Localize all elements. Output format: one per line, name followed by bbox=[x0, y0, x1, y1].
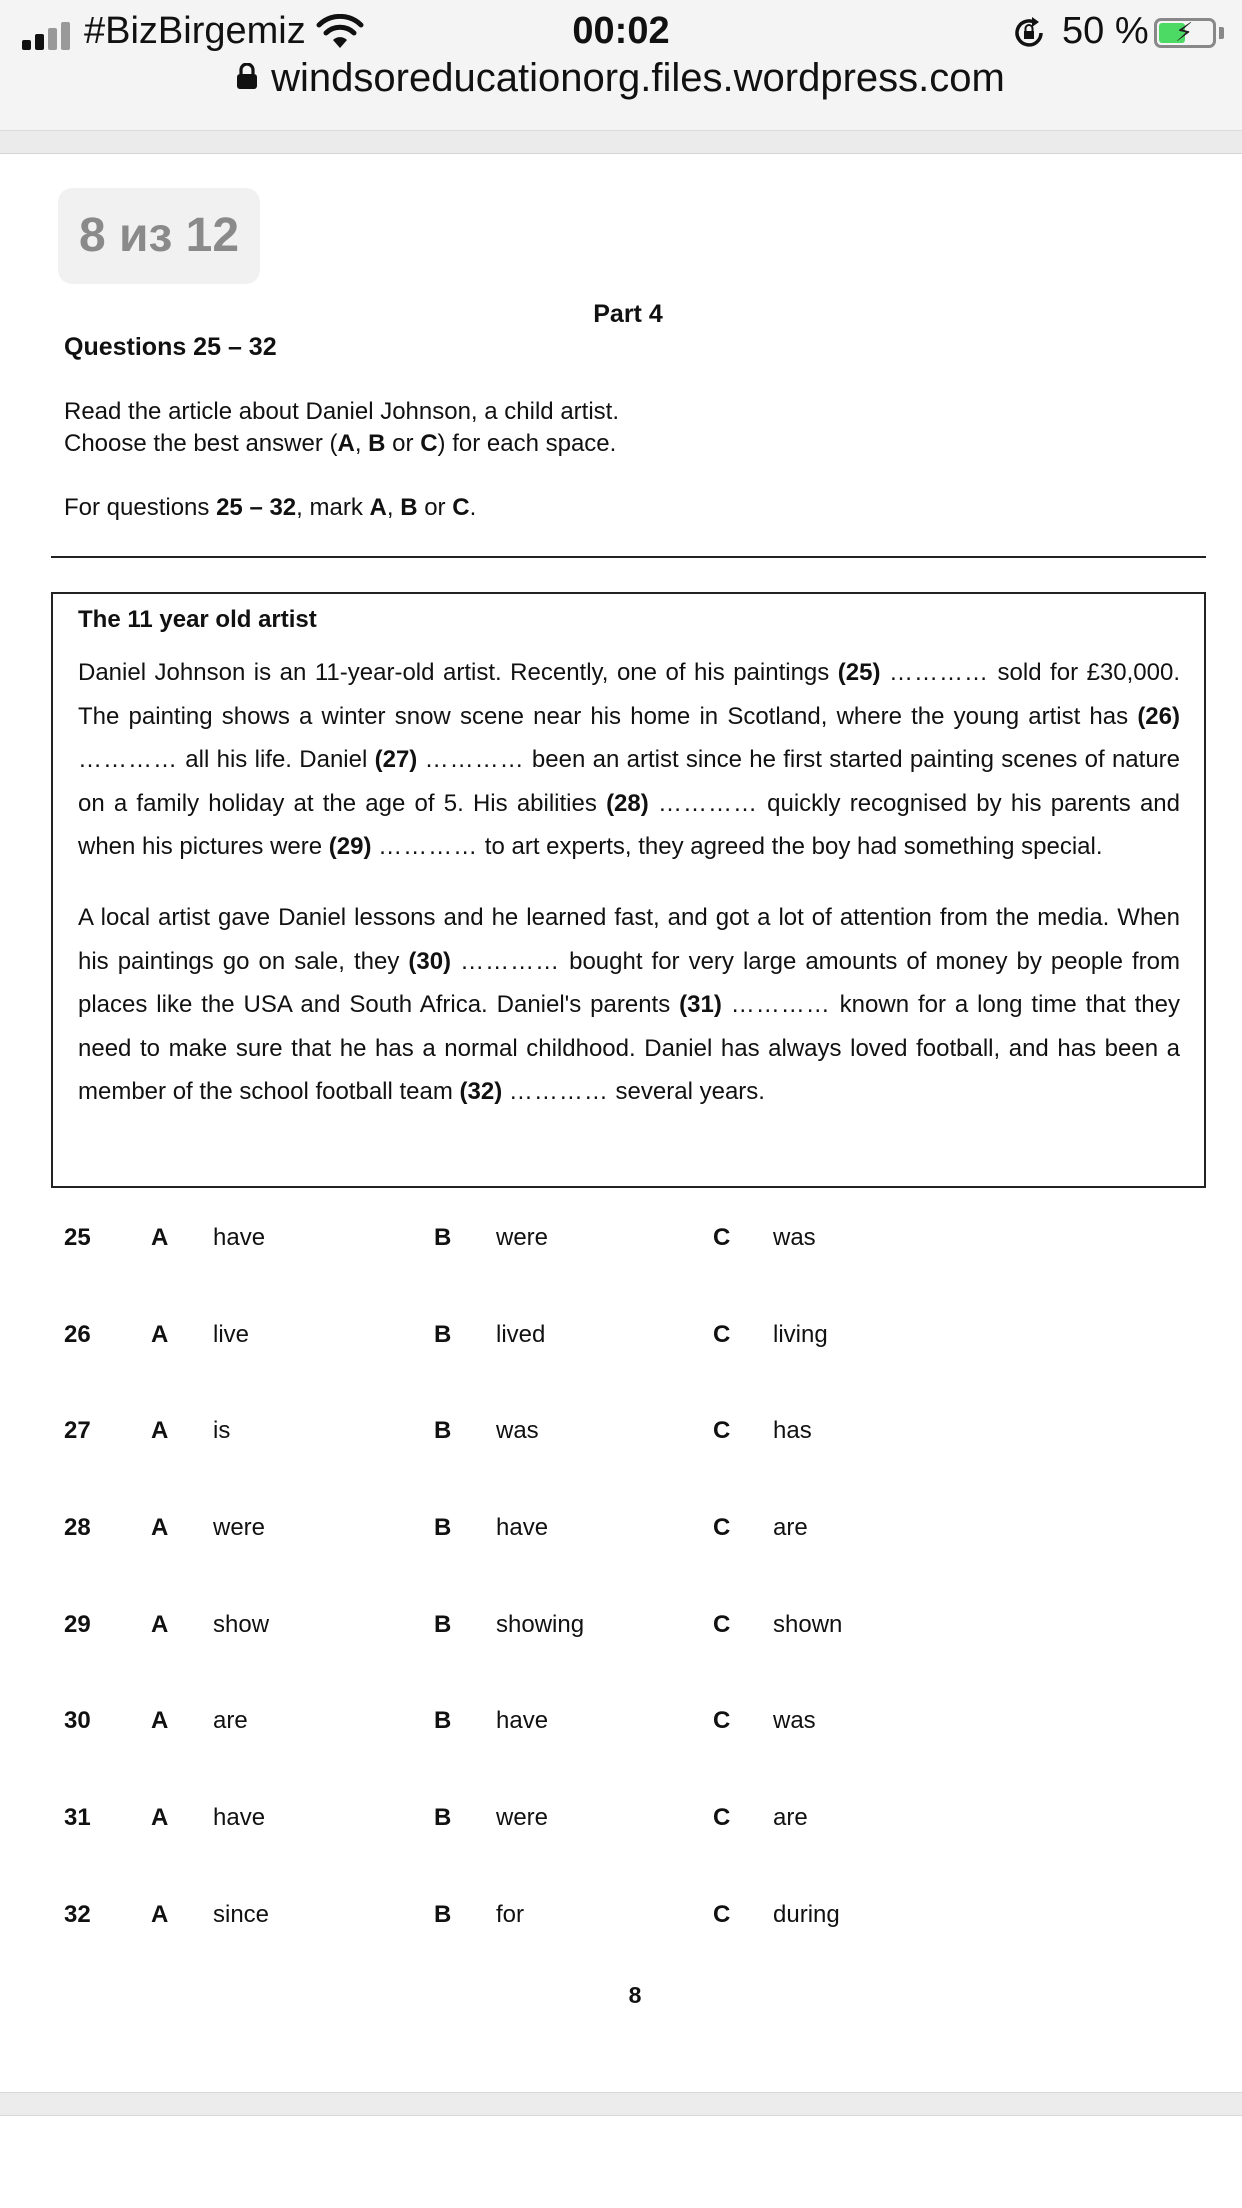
option-b: lived bbox=[496, 1321, 546, 1348]
option-a: is bbox=[213, 1417, 231, 1444]
page-counter: 8 из 12 bbox=[58, 188, 260, 284]
battery-tip bbox=[1219, 27, 1224, 39]
option-b: were bbox=[496, 1224, 549, 1251]
option-c: during bbox=[773, 1901, 840, 1928]
article-box bbox=[51, 592, 1206, 1188]
part-title: Part 4 bbox=[593, 300, 663, 328]
option-a: show bbox=[213, 1611, 270, 1638]
option-b: was bbox=[496, 1417, 539, 1444]
battery-percent: 50 % bbox=[1062, 10, 1149, 52]
instruction-line-3: For questions 25 – 32, mark A, B or C. bbox=[64, 494, 477, 521]
option-c: are bbox=[773, 1514, 808, 1541]
option-a: have bbox=[213, 1804, 266, 1831]
charging-bolt-icon: ⚡ bbox=[1175, 17, 1194, 47]
question-row: 27 A is B was C has bbox=[64, 1417, 812, 1444]
section-divider bbox=[51, 556, 1206, 558]
clock: 00:02 bbox=[572, 10, 670, 52]
address-bar[interactable] bbox=[0, 56, 1242, 108]
carrier-name: #BizBirgemiz bbox=[84, 10, 306, 52]
instruction-line-1: Read the article about Daniel Johnson, a child artist. bbox=[64, 398, 619, 425]
option-a: live bbox=[213, 1321, 250, 1348]
status-bar bbox=[0, 0, 1242, 131]
page-separator bbox=[0, 2092, 1242, 2116]
question-row: 30 A are B have C was bbox=[64, 1707, 816, 1734]
instruction-line-2: Choose the best answer (A, B or C) for each space. bbox=[64, 430, 617, 457]
question-row: 25 A have B were C was bbox=[64, 1224, 816, 1251]
article-paragraph-1: Daniel Johnson is an 11-year-old artist. Recently, one of his paintings (25) ………… sold for £30,000. The painting shows a winter snow scene near his home in Scotland, where the young artist has (26) ………… all his life. Daniel (27) ………… been an artist since he first started painting scenes of nature on a family holiday at the age of 5. His abilities (28) ………… quickly recognised by his parents and when his pictures were (29) ………… to art experts, they agreed the boy had something special. bbox=[78, 659, 1181, 861]
option-b: for bbox=[496, 1901, 525, 1928]
page-number: 8 bbox=[628, 1982, 642, 2008]
option-c: are bbox=[773, 1804, 808, 1831]
question-row: 28 A were B have C are bbox=[64, 1514, 808, 1541]
option-a: were bbox=[213, 1514, 266, 1541]
option-b: have bbox=[496, 1707, 549, 1734]
toolbar-divider bbox=[0, 131, 1242, 154]
question-row: 26 A live B lived C living bbox=[64, 1321, 828, 1348]
option-b: showing bbox=[496, 1611, 585, 1638]
question-row: 31 A have B were C are bbox=[64, 1804, 808, 1831]
rotation-lock-icon bbox=[1012, 16, 1046, 55]
padlock-icon bbox=[237, 54, 257, 99]
option-c: has bbox=[773, 1417, 812, 1444]
option-a: are bbox=[213, 1707, 248, 1734]
option-a: since bbox=[213, 1901, 270, 1928]
url-text: windsoreducationorg.files.wordpress.com bbox=[271, 56, 1005, 100]
status-row bbox=[0, 6, 1242, 54]
option-b: have bbox=[496, 1514, 549, 1541]
option-c: shown bbox=[773, 1611, 843, 1638]
article-paragraph-2: A local artist gave Daniel lessons and he learned fast, and got a lot of attention from the media. When his paintings go on sale, they (30) ………… bought for very large amounts of money by people from places like the USA and South Africa. Daniel's parents (31) ………… known for a long time that they need to make sure that he has a normal childhood. Daniel has always loved football, and has been a member of the school football team (32) ………… several years. bbox=[78, 903, 1180, 1106]
question-row: 29 A show B showing C shown bbox=[64, 1611, 843, 1638]
option-b: were bbox=[496, 1804, 549, 1831]
option-c: living bbox=[773, 1321, 828, 1348]
question-row: 32 A since B for C during bbox=[64, 1901, 840, 1928]
battery-icon bbox=[1154, 18, 1216, 48]
questions-range: Questions 25 – 32 bbox=[64, 333, 277, 361]
option-a: have bbox=[213, 1224, 266, 1251]
option-c: was bbox=[773, 1224, 816, 1251]
option-c: was bbox=[773, 1707, 816, 1734]
article-title: The 11 year old artist bbox=[78, 606, 317, 633]
